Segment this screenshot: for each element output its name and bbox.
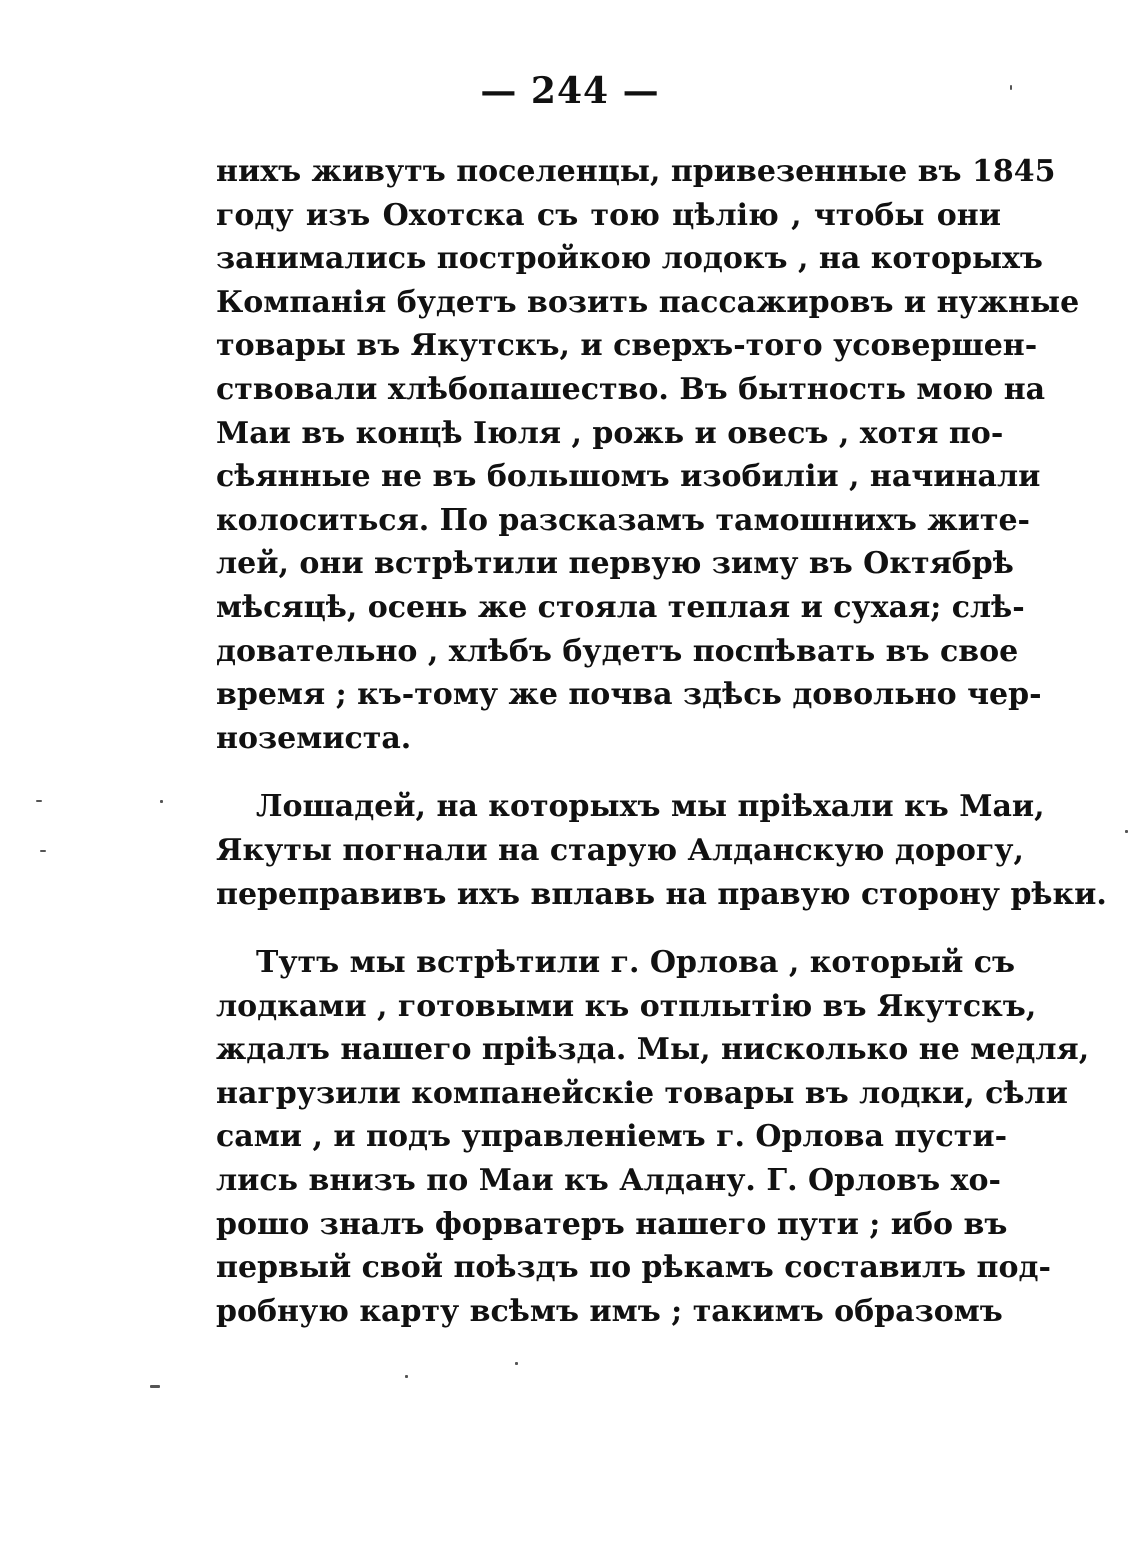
- text-line: Тутъ мы встрѣтили г. Орлова , который съ: [256, 945, 1016, 981]
- text-line: сѣянные не въ большомъ изобиліи , начинали: [216, 459, 1041, 495]
- text-line: рошо зналъ форватеръ нашего пути ; ибо въ: [216, 1206, 1008, 1242]
- text-line: году изъ Охотска съ тою цѣлію , чтобы они: [216, 197, 1001, 233]
- text-line: довательно , хлѣбъ будетъ поспѣвать въ свое: [216, 633, 1019, 669]
- text-line: Компанія будетъ возить пассажировъ и нужные: [216, 284, 1080, 320]
- text-line: ствовали хлѣбопашество. Въ бытность мою на: [216, 371, 1046, 407]
- text-line: переправивъ ихъ вплавь на правую сторону рѣки.: [216, 876, 1107, 912]
- paragraph-3: [216, 941, 1090, 1333]
- text-line: Лошадей, на которыхъ мы пріѣхали къ Маи,: [256, 789, 1045, 825]
- paragraph-spacer: [216, 760, 1001, 785]
- text-line: сами , и подъ управленіемъ г. Орлова пусти-: [216, 1119, 1008, 1155]
- text-line: ноземиста.: [216, 720, 412, 756]
- text-line: колоситься. По разсказамъ тамошнихъ жите-: [216, 502, 1030, 538]
- text-line: нагрузили компанейскіе товары въ лодки, сѣли: [216, 1075, 1068, 1111]
- text-line: первый свой поѣздъ по рѣкамъ составилъ под-: [216, 1250, 1051, 1286]
- paragraph-2: [216, 785, 1107, 916]
- text-line: Якуты погнали на старую Алданскую дорогу,: [216, 832, 1024, 868]
- text-line: товары въ Якутскъ, и сверхъ-того усовершен-: [216, 328, 1038, 364]
- text-line: лись внизъ по Маи къ Алдану. Г. Орловъ хо-: [216, 1163, 1001, 1199]
- scan-speck: [1125, 830, 1128, 833]
- page-number: — 244 —: [480, 70, 660, 112]
- text-line: лей, они встрѣтили первую зиму въ Октябрѣ: [216, 546, 1014, 582]
- text-line: ждалъ нашего пріѣзда. Мы, нисколько не медля,: [216, 1032, 1090, 1068]
- text-line: время ; къ-тому же почва здѣсь довольно чер-: [216, 677, 1042, 713]
- paragraph-spacer: [216, 916, 1001, 941]
- text-line: лодками , готовыми къ отплытію въ Якутскъ,: [216, 988, 1037, 1024]
- scan-speck: [1010, 85, 1012, 90]
- text-line: нихъ живутъ поселенцы, привезенные въ 1845: [216, 154, 1056, 189]
- scan-speck: [160, 800, 163, 803]
- body-text: [216, 150, 1107, 1333]
- text-line: Маи въ концѣ Іюля , рожь и овесъ , хотя по-: [216, 415, 1004, 451]
- scan-speck: [36, 800, 42, 802]
- text-line: занимались постройкою лодокъ , на которыхъ: [216, 241, 1043, 277]
- paragraph-1: [216, 150, 1080, 760]
- scan-speck: [405, 1375, 408, 1378]
- scan-speck: [515, 1362, 518, 1365]
- scan-speck: [40, 850, 46, 852]
- scan-speck: [150, 1385, 160, 1388]
- text-line: робную карту всѣмъ имъ ; такимъ образомъ: [216, 1293, 1003, 1329]
- text-line: мѣсяцѣ, осень же стояла теплая и сухая; слѣ-: [216, 589, 1025, 625]
